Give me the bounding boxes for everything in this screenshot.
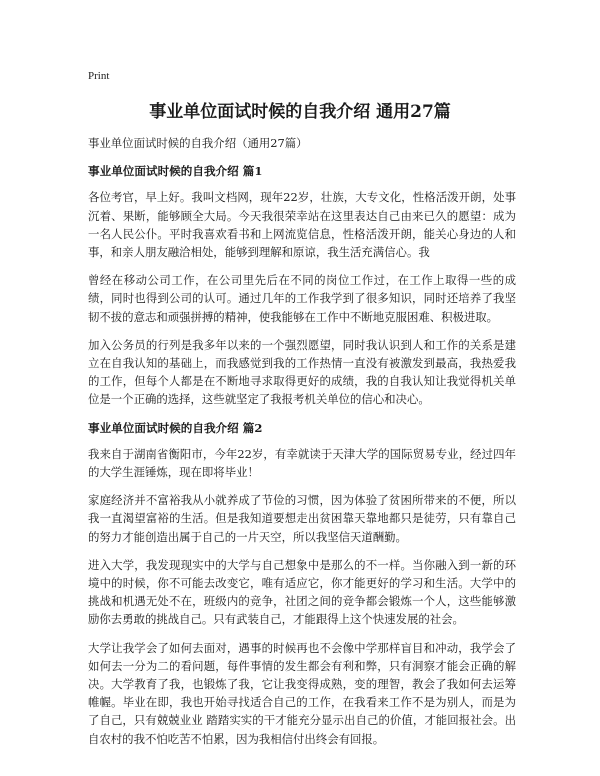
paragraph: 曾经在移动公司工作，在公司里先后在不同的岗位工作过，在工作上取得一些的成绩，同时也得到公司的认可。通过几年的工作我学到了很多知识，同时还培养了我坚韧不拔的意志和顽强拼搏的精神，使我能够在工作中不断地克服困难、积极进取。	[88, 273, 516, 324]
section-heading: 事业单位面试时候的自我介绍 篇2	[88, 420, 263, 435]
paragraph: 加入公务员的行列是我多年以来的一个强烈愿望，同时我认识到人和工作的关系是建立在自我认知的基础上，而我感觉到我的工作热情一直没有被激发到最高，我热爱我的工作，但每个人都是在不断地寻求取得更好的成绩，我的自我认知让我觉得机关单位是一个正确的选择，这些就坚定了我报考机关单位的信心和决心。	[88, 337, 516, 407]
section-heading: 事业单位面试时候的自我介绍 篇1	[88, 164, 263, 179]
print-link[interactable]: Print	[88, 70, 110, 82]
paragraph: 大学让我学会了如何去面对，遇事的时候再也不会像中学那样盲目和冲动，我学会了如何去一分为二的看问题，每件事情的发生都会有利和弊，只有洞察才能会正确的解决。大学教育了我，也锻炼了我，它让我变得成熟，变的理智，教会了我如何去运筹帷幄。毕业在即，我也开始寻找适合自己的工作，在我看来工作不是为别人，而是为了自己，只有兢兢业业 踏踏实实的干才能充分显示出自己的价值，才能回报社会。出自农村的我不怕吃苦不怕累，因为我相信付出终会有回报。	[88, 640, 516, 746]
paragraph: 家庭经济并不富裕我从小就养成了节俭的习惯，因为体验了贫困所带来的不便，所以我一直渴望富裕的生活。但是我知道要想走出贫困靠天靠地都只是徒劳，只有靠自己的努力才能创造出属于自己的一片天空，所以我坚信天道酬勤。	[88, 493, 516, 544]
article-body	[88, 134, 516, 758]
paragraph: 各位考官，早上好。我叫文档网，现年22岁，壮族，大专文化，性格活泼开朗，处事沉着、果断，能够顾全大局。今天我很荣幸站在这里表达自己由来已久的愿望：成为一名人民公仆。平时我喜欢看书和上网流览信息，性格活泼开朗，能关心身边的人和事，和亲人朋友融洽相处，能够到理解和原谅，我生活充满信心。我	[88, 190, 516, 260]
page-title: 事业单位面试时候的自我介绍 通用27篇	[149, 102, 451, 122]
article-subtitle: 事业单位面试时候的自我介绍（通用27篇）	[88, 136, 308, 150]
paragraph: 我来自于湖南省衡阳市，今年22岁，有幸就读于天津大学的国际贸易专业，经过四年的大学生涯锤炼，现在即将毕业！	[88, 446, 516, 480]
paragraph: 进入大学，我发现现实中的大学与自己想象中是那么的不一样。当你融入到一新的环境中的时候，你不可能去改变它，唯有适应它，你才能更好的学习和生活。大学中的挑战和机遇无处不在，班级内的竞争，社团之间的竞争都会锻炼一个人，这些能够激励你去勇敢的挑战自己。只有武装自己，才能跟得上这个快速发展的社会。	[88, 557, 516, 627]
